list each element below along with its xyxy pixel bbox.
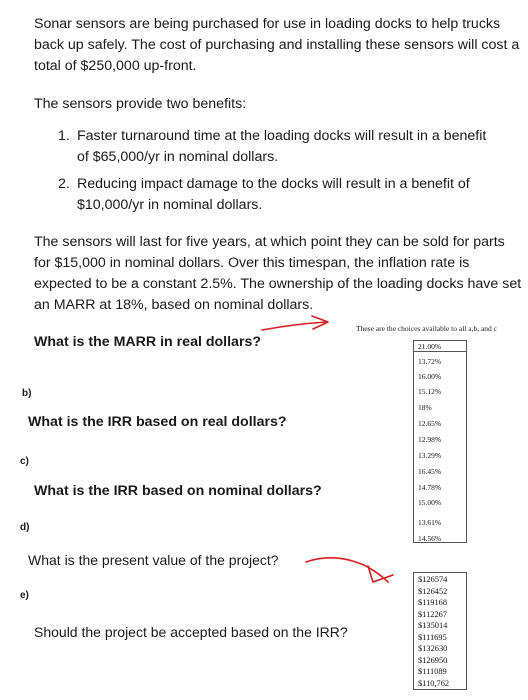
label-c: c) <box>20 456 29 467</box>
choice-item: 16.45% <box>418 467 442 476</box>
question-irr-real: What is the IRR based on real dollars? <box>28 414 287 430</box>
choice-item: 12.98% <box>418 435 442 444</box>
pv-choice-item: $111695 <box>418 632 447 642</box>
pv-choice-item: $126574 <box>418 575 448 584</box>
pv-choice-item: $126452 <box>418 586 448 596</box>
question-present-value: What is the present value of the project? <box>28 552 279 568</box>
benefit-number: 2. <box>58 176 70 192</box>
pv-choice-item: $132630 <box>418 644 448 653</box>
benefit-text: Reducing impact damage to the docks will result in a benefit of $10,000/yr in nominal dollars. <box>77 176 470 213</box>
choice-item: 14.78% <box>418 483 442 492</box>
arrow-to-pv-head <box>368 566 393 582</box>
question-marr-real: What is the MARR in real dollars? <box>34 334 262 350</box>
choices-list <box>413 340 467 543</box>
pv-choice-item: $135014 <box>418 621 448 630</box>
question-accept-irr: Should the project be accepted based on the IRR? <box>34 624 348 640</box>
choice-item: 13.72% <box>418 357 442 366</box>
choice-item: 15.00% <box>418 498 442 507</box>
pv-choice-item: $111089 <box>418 667 447 676</box>
label-b: b) <box>22 388 32 399</box>
arrow-to-choices <box>262 322 326 330</box>
benefit-number: 1. <box>58 128 70 144</box>
label-d: d) <box>20 522 30 533</box>
choice-item: 15.12% <box>418 387 442 396</box>
choice-item: 12.65% <box>418 419 442 428</box>
benefits-intro: The sensors provide two benefits: <box>34 96 247 112</box>
choice-item: 13.61% <box>418 518 442 527</box>
pv-choice-item: $119168 <box>418 598 448 607</box>
pv-choices-list <box>413 572 467 690</box>
arrow-to-pv <box>306 558 388 582</box>
choice-item: 13.29% <box>418 451 442 460</box>
choice-item: 16.00% <box>418 372 442 381</box>
choice-item: 14.56% <box>418 534 442 543</box>
label-e: e) <box>20 590 29 601</box>
lifetime-paragraph: The sensors will last for five years, at which point they can be sold for parts for $15,000 in nominal dollars. Over this timespan, the inflation rate is expected to be a constant 2.5%. The ownership of the loading docks have set an MARR at 18%, based on nominal dollars. <box>34 234 522 313</box>
question-irr-nominal: What is the IRR based on nominal dollars? <box>34 483 322 499</box>
pv-choice-item: $110,762 <box>418 678 450 688</box>
benefit-text: Faster turnaround time at the loading docks will result in a benefit of $65,000/yr in nominal dollars. <box>77 128 487 165</box>
choices-note: These are the choices available to all a,b, and c <box>356 324 497 333</box>
choice-item: 18% <box>418 403 432 412</box>
choice-item: 21.00% <box>414 342 466 352</box>
pv-choice-item: $112267 <box>418 609 448 619</box>
intro-paragraph: Sonar sensors are being purchased for use in loading docks to help trucks back up safely. The cost of purchasing and installing these sensors will cost a total of $250,000 up-front. <box>34 16 520 74</box>
pv-choice-item: $126950 <box>418 655 448 665</box>
